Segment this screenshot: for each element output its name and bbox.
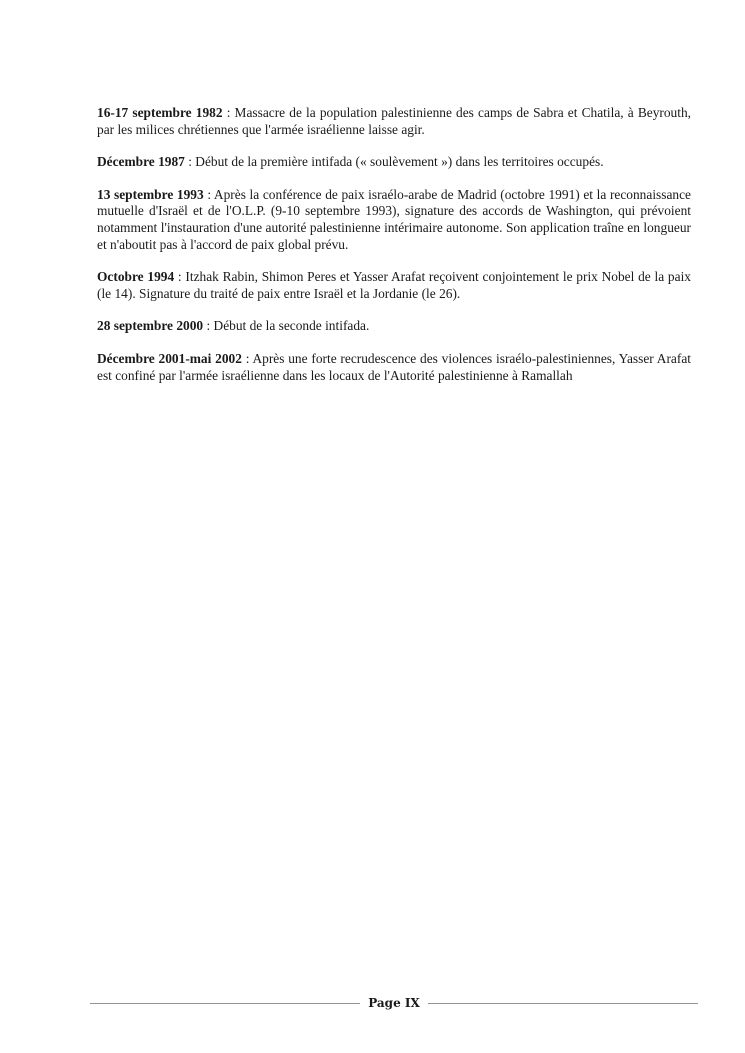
- entry-date: Décembre 1987: [97, 154, 185, 170]
- entry-text: : Après une forte recrudescence des violences israélo-palestiniennes, Yasser Arafat est confiné par l'armée israélienne dans les locaux de l'Autorité palestinienne à Ramallah: [97, 350, 691, 383]
- entry-text: : Début de la première intifada (« soulèvement ») dans les territoires occupés.: [184, 154, 604, 170]
- chronology-entry: [97, 351, 691, 384]
- chronology-entry: [97, 154, 691, 171]
- footer-rule-right: [428, 1003, 698, 1004]
- page-number: Page IX: [368, 996, 420, 1010]
- chronology-body: [97, 105, 691, 400]
- entry-date: 28 septembre 2000: [97, 318, 204, 334]
- chronology-entry: [97, 187, 691, 253]
- footer-rule-left: [90, 1003, 360, 1004]
- entry-date: Décembre 2001-mai 2002: [97, 350, 242, 366]
- entry-text: : Itzhak Rabin, Shimon Peres et Yasser Arafat reçoivent conjointement le prix Nobel de la paix (le 14). Signature du traité de paix entre Israël et la Jordanie (le 26).: [97, 269, 691, 301]
- entry-date: 16-17 septembre 1982: [97, 105, 223, 120]
- entry-date: 13 septembre 1993: [97, 186, 204, 202]
- entry-date: Octobre 1994: [97, 269, 175, 285]
- chronology-entry: [97, 269, 691, 302]
- entry-text: : Massacre de la population palestinienne des camps de Sabra et Chatila, à Beyrouth, par les milices chrétiennes que l'armée israélienne laisse agir.: [97, 105, 692, 137]
- chronology-entry: [97, 318, 691, 335]
- page-footer: [90, 994, 698, 1012]
- entry-text: : Après la conférence de paix israélo-arabe de Madrid (octobre 1991) et la reconnaissance mutuelle d'Israël et de l'O.L.P. (9-10 septembre 1993), signature des accords de Washington, qui prévoient notamment l'instauration d'une autorité palestinienne intérimaire autonome. Son application traîne en longueur et n'aboutit pas à l'accord de paix global prévu.: [97, 186, 691, 252]
- chronology-entry: [97, 105, 691, 138]
- entry-text: : Début de la seconde intifada.: [203, 318, 370, 334]
